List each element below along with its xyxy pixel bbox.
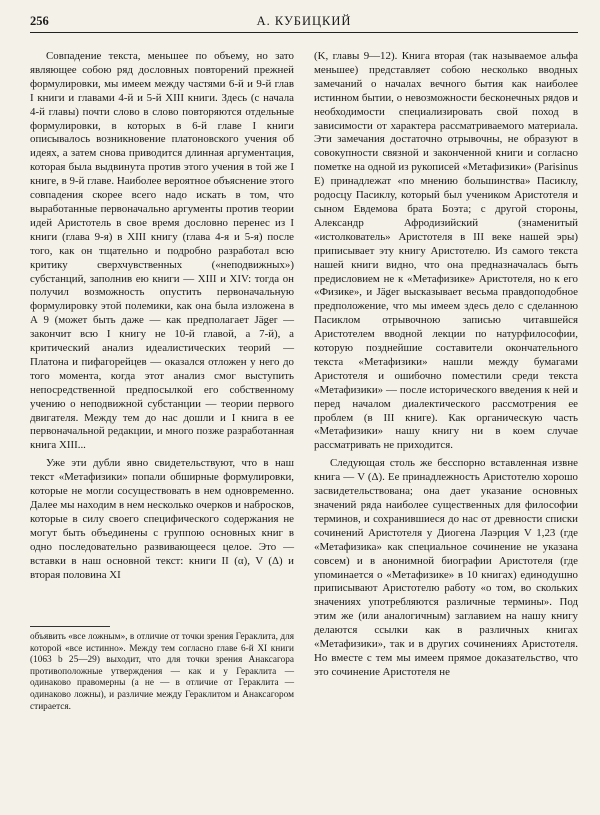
right-column (314, 50, 578, 680)
running-title: А. КУБИЦКИЙ (256, 14, 352, 28)
running-header (30, 12, 578, 33)
paragraph: Следующая столь же бесспорно вставленная извне книга — V (Δ). Ее принадлежность Аристотелю хорошо засвидетельствована; она дает указание основных значений ряда наиболее существенных для философии терминов, и сохранившиеся до нас от древности списки сочинений Аристотеля у Диогена Лаэрция V 1,23 (где «Метафизика» как специальное сочинение не указана совсем) и в анонимной биографии Аристотеля (где упоминается о «Метафизике» в 10 книгах) единодушно приписывают Аристотелю работу «о том, во скольких значениях употребляются различные термины». Под этим же (или аналогичным) заглавием на нашу книгу делаются ссылки как в различных книгах «Метафизики», так и в других сочинениях Аристотеля. Но вместе с тем мы имеем прямое доказательство, что это сочинение Аристотеля не (314, 457, 578, 678)
page-number: 256 (30, 14, 49, 28)
paragraph: Уже эти дубли явно свидетельствуют, что в наш текст «Метафизики» попали обширные формулировки, которые не могли сосуществовать в нем одновременно. Далее мы находим в нем несколько очерков и набросков, которые в силу своего специфического содержания не могут быть объединены с группою основных книг в одно последовательно развивающееся целое. Это — вставки в наш основной текст: книги II (α), V (Δ) и вторая половина XI (30, 457, 294, 581)
footnote-text: объявить «все ложным», в отличие от точки зрения Гераклита, для которой «все истинно». Между тем согласно главе 6-й XI книги (1063 b 25—29) выходит, что для точки зрения Анаксагора противоположные утверждения — как и у Гераклита — одинаково правомерны (а не — в отличие от Гераклита — одинаково ложны), и различие между Гераклитом и Анаксагором стирается. (30, 632, 294, 712)
paragraph: Совпадение текста, меньшее по объему, но зато являющее собою ряд дословных повторений прежней формулировки, мы имеем между частями 6-й и 9-й глав I книги и главами 4-й и 5-й XIII книги. Здесь (с начала 4-й главы) почти слово в слово повторяются отдельные формулировки, в которых в 6-й главе I книги описывалось возникновение платоновского учения об идеях, а затем снова приводится длинная аргументация, которая была выдвинута против этого учения в той же I книге, в 9-й главе. Наиболее вероятное объяснение этого совпадения скорее всего надо искать в том, что выработанные первоначально аргументы против теории идей Аристотель в свое время дословно перенес из I книги (глава 9-я) в XIII книгу (глава 4-я и 5-я) после того, как он тщательно и подробно разработал всю критику сверхчувственных («неподвижных») субстанций, заполнив ею книги — XIII и XIV: тогда он получил возможность опустить первоначальную формулировку этой полемики, как она была изложена в А 9 (может быть даже — как предполагает Jäger — закончит всю I книгу не 10-й главой, а 7-й), а критический анализ идеалистических теорий — Платона и пифагорейцев — оказался отложен у него до того момента, когда этот анализ смог выступить непосредственной предпосылкой его собственному учению о неподвижной субстанции — теории первого двигателя. Между тем до нас дошли и I книга в ее первоначальной редакции, и много позже разработанная книга XIII... (30, 50, 294, 452)
paragraph: (K, главы 9—12). Книга вторая (так называемое альфа меньшее) представляет собою несколько вводных замечаний о началах вечного бытия как наиболее истинном бытии, о невозможности бесконечных рядов и необходимости специализировать свой поход в зависимости от характера рассматриваемого материала. Эти замечания достаточно отрывочны, не образуют в совокупности связной и законченной книги и согласно пометке на одной из рукописей «Метафизики» (Parisinus E) принадлежат «по мнению большинства» Пасиклу, родосцу Пасиклу, который был учеником Аристотеля и сыном Евдемова брата Боэта; с другой стороны, Александр Афродизийский (знаменитый «истолкователь» Аристотеля в III веке нашей эры) приписывает эту книгу Аристотелю. Из самого текста нашей книги видно, что она предназначалась быть предисловием не к «Метафизике» Аристотеля, но к его «Физике», и Jäger высказывает весьма правдоподобное предположение, что мы имеем здесь дело с сделанною Пасиклом отрывочною записью читавшейся Аристотелем вводной лекции по натурфилософии, которую позднейшие составители окончательного текста «Метафизики» нашли между бумагами Аристотеля и ошибочно поместили среди текста «Метафизики» — после исторического введения к ней и перед началом диалектического рассмотрения ее проблем (в III книге). Как органическую часть «Метафизики» нашу книгу ни в коем случае рассматривать не приходится. (314, 50, 578, 452)
footnote-rule (30, 626, 110, 627)
left-column (30, 50, 294, 582)
footnote (30, 632, 294, 713)
